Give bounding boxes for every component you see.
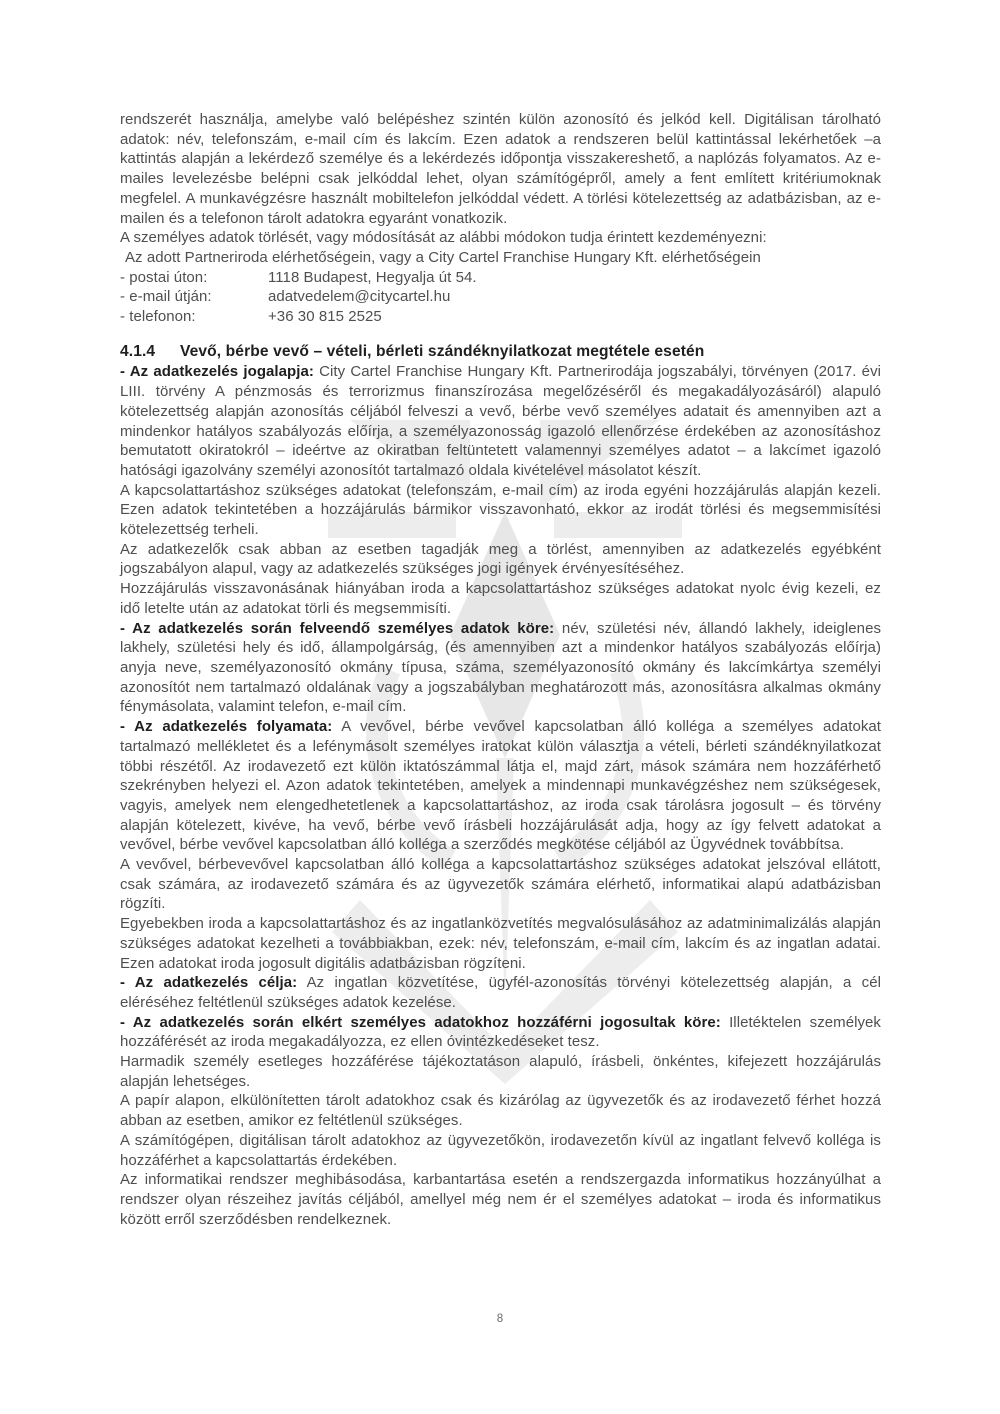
paragraph-text: A papír alapon, elkülönítetten tárolt adatokhoz csak és kizárólag az ügyvezetők és az irodavezető férhet hozzá abban az esetben, amikor ez feltétlenül szükséges. xyxy=(120,1092,881,1130)
paragraph-lead: - Az adatkezelés során felveendő személyes adatok köre: xyxy=(120,619,555,637)
paragraph-deletion-refusal xyxy=(120,540,881,579)
contact-row-phone xyxy=(120,307,881,327)
paragraph-process xyxy=(120,717,881,855)
paragraph-text: Az informatikai rendszer meghibásodása, karbantartása esetén a rendszergazda informatikus hozzányúlhat a rendszer olyan részeihez javítás céljából, amellyel még nem ér el személyes adatokat – iroda és informatikus között erről szerződésben rendelkeznek. xyxy=(120,1171,881,1228)
section-number: 4.1.4 xyxy=(120,342,156,360)
paragraph-partner-contacts: Az adott Partneriroda elérhetőségein, vagy a City Cartel Franchise Hungary Kft. elérhetőségein xyxy=(125,248,761,266)
paragraph-text: Hozzájárulás visszavonásának hiányában iroda a kapcsolattartáshoz szükséges adatokat nyolc évig kezeli, ez idő letelte után az adatokat törli és megsemmisíti. xyxy=(120,580,881,617)
paragraph-lead: - Az adatkezelés során elkért személyes adatokhoz hozzáférni jogosultak köre: xyxy=(120,1013,721,1031)
paragraph-data-minimization xyxy=(120,914,881,973)
contact-label: - postai úton: xyxy=(120,268,208,286)
section-title: Vevő, bérbe vevő – vételi, bérleti szándéknyilatkozat megtétele esetén xyxy=(180,342,705,360)
paragraph-text: Az ingatlan közvetítése, ügyfél-azonosítás törvényi kötelezettség alapján, a cél eléréséhez feltétlenül szükséges adatok kezelése. xyxy=(120,974,882,1011)
paragraph-purpose xyxy=(120,973,881,1012)
section-heading xyxy=(120,342,881,362)
paragraph-text: Illetéktelen személyek hozzáférését az iroda megakadályozza, ez ellen óvintézkedéseket tesz. xyxy=(120,1013,881,1051)
page-number: 8 xyxy=(496,1313,504,1325)
postal-address: 1118 Budapest, Hegyalja út 54. xyxy=(268,268,477,286)
paragraph-system-access: rendszerét használja, amelybe való belépéshez szintén külön azonosító és jelkód kell. Digitálisan tárolható adatok: név, telefonszám, e-mail cím és lakcím. Ezen adatok a rendszeren belül kattintással lekérhetőek –a kattintás alapján a lekérdező személye és a lekérdezés időpontja visszakereshető, a naplózás folyamatos. Az e-mailes levelezésbe belépni csak jelkóddal lehet, olyan számítógépről, amely a fent említett kritériumoknak megfelel. A munkavégzésre használt mobiltelefon jelkóddal védett. A törlési kötelezettség az adatbázisban, az e-mailen és a telefonon tárolt adatokra egyaránt vonatkozik. xyxy=(120,111,881,227)
paragraph-password-database xyxy=(120,855,881,914)
paragraph-legal-basis xyxy=(120,362,881,480)
paragraph-lead: - Az adatkezelés folyamata: xyxy=(120,718,333,736)
contact-label: - telefonon: xyxy=(120,308,196,326)
contact-row-postal xyxy=(120,268,881,288)
paragraph-text: Az adatkezelők csak abban az esetben tagadják meg a törlést, amennyiben az adatkezelés egyébként jogszabályon alapul, vagy az adatkezelés szükséges jogi igények érvényesítéséhez. xyxy=(120,540,881,578)
paragraph-access-rights xyxy=(120,1013,881,1052)
paragraph-text: név, születési név, állandó lakhely, ideiglenes lakhely, születési hely és idő, állampolgárság, (és amennyiben azt a mindenkor hatályos szabályozás előírja) anyja neve, személyazonosító okmány típusa, száma, személyazonosító okmány és lakcímkártya személyi azonosítót nem tartalmazó oldalának vagy a jogszabályban meghatározott más, azonosításra alkalmas okmány fénymásolata, valamint telefon, e-mail cím. xyxy=(120,619,882,716)
paragraph-lead: - Az adatkezelés jogalapja: xyxy=(120,363,314,381)
paragraph-it-maintenance xyxy=(120,1170,881,1229)
email-address: adatvedelem@citycartel.hu xyxy=(268,288,451,306)
paragraph-text: City Cartel Franchise Hungary Kft. Partnerirodája jogszabályi, törvényen (2017. évi LIII. törvény A pénzmosás és terrorizmus finanszírozása megelőzéséről és megakadályozásáról) alapuló kötelezettség alapján azonosítás céljából felveszi a vevő, bérbe vevő személyes adatait és amennyiben azt a mindenkor hatályos szabályozás előírja, a személyazonosság igazoló ellenőrzése érdekében az azonosításhoz bemutatott okiratokról – ideértve az okiratban feltüntetett valamennyi személyes adatot – a lakcímet igazoló hatósági igazolvány személyi azonosítót tartalmazó oldala kivételével másolatot készít. xyxy=(120,363,881,479)
phone-number: +36 30 815 2525 xyxy=(268,308,382,326)
paragraph-text: A számítógépen, digitálisan tárolt adatokhoz az ügyvezetőkön, irodavezetőn kívül az ingatlant felvevő kolléga is hozzáférhet a kapcsolattartás érdekében. xyxy=(120,1131,881,1169)
paragraph-deletion-intro: A személyes adatok törlését, vagy módosítását az alábbi módokon tudja érintett kezdeményezni: xyxy=(120,229,767,247)
paragraph-text: A vevővel, bérbe vevővel kapcsolatban álló kolléga a személyes adatokat tartalmazó mellékletet és a lefénymásolt személyes iratokat külön választja a vételi, bérleti szándéknyilatkozat többi részétől. Az irodavezető ezt külön iktatószámmal látja el, majd zárt, mások számára nem hozzáférhető szekrényben helyezi el. Azon adatok tekintetében, amelyek a mindennapi munkavégzéshez nem szükségesek, vagyis, amelyek nem elengedhetetlenek a kapcsolattartáshoz, az iroda csak tárolásra jogosult – és törvény alapján kötelezett, kivéve, ha vevő, bérbe vevő írásbeli hozzájárulását adja, hogy az így felvett adatokat a vevővel, bérbe vevővel kapcsolatban álló kolléga a szerződés megkötése céljából az Ügyvédnek továbbítsa. xyxy=(120,718,881,854)
paragraph-third-party xyxy=(120,1052,881,1091)
paragraph-text: Egyebekben iroda a kapcsolattartáshoz és az ingatlanközvetítés megvalósulásához az adatminimalizálás alapján szükséges adatokat kezelheti a továbbiakban, ezek: név, telefonszám, e-mail cím, lakcím és az ingatlan adatai. Ezen adatokat iroda jogosult digitális adatbázisban rögzíteni. xyxy=(120,915,881,972)
paragraph-digital-storage xyxy=(120,1131,881,1170)
paragraph-paper-storage xyxy=(120,1091,881,1130)
paragraph-text: Harmadik személy esetleges hozzáférése tájékoztatáson alapuló, írásbeli, önkéntes, kifejezett hozzájárulás alapján lehetséges. xyxy=(120,1053,881,1090)
contact-label: - e-mail útján: xyxy=(120,288,212,306)
paragraph-contact-consent xyxy=(120,481,881,540)
paragraph-data-scope xyxy=(120,619,881,718)
contact-row-email xyxy=(120,287,881,307)
paragraph-text: A kapcsolattartáshoz szükséges adatokat (telefonszám, e-mail cím) az iroda egyéni hozzájárulás alapján kezeli. Ezen adatok tekintetében a hozzájárulás bármikor visszavonható, ekkor az irodát törlési és megsemmisítési kötelezettség terheli. xyxy=(120,481,881,539)
paragraph-text: A vevővel, bérbevevővel kapcsolatban álló kolléga a kapcsolattartáshoz szükséges adatokat jelszóval ellátott, csak számára, az irodavezető számára és az ügyvezetők számára elérhető, informatikai alapú adatbázisban rögzíti. xyxy=(120,856,881,913)
paragraph-retention-period xyxy=(120,579,881,618)
paragraph-lead: - Az adatkezelés célja: xyxy=(120,974,298,992)
